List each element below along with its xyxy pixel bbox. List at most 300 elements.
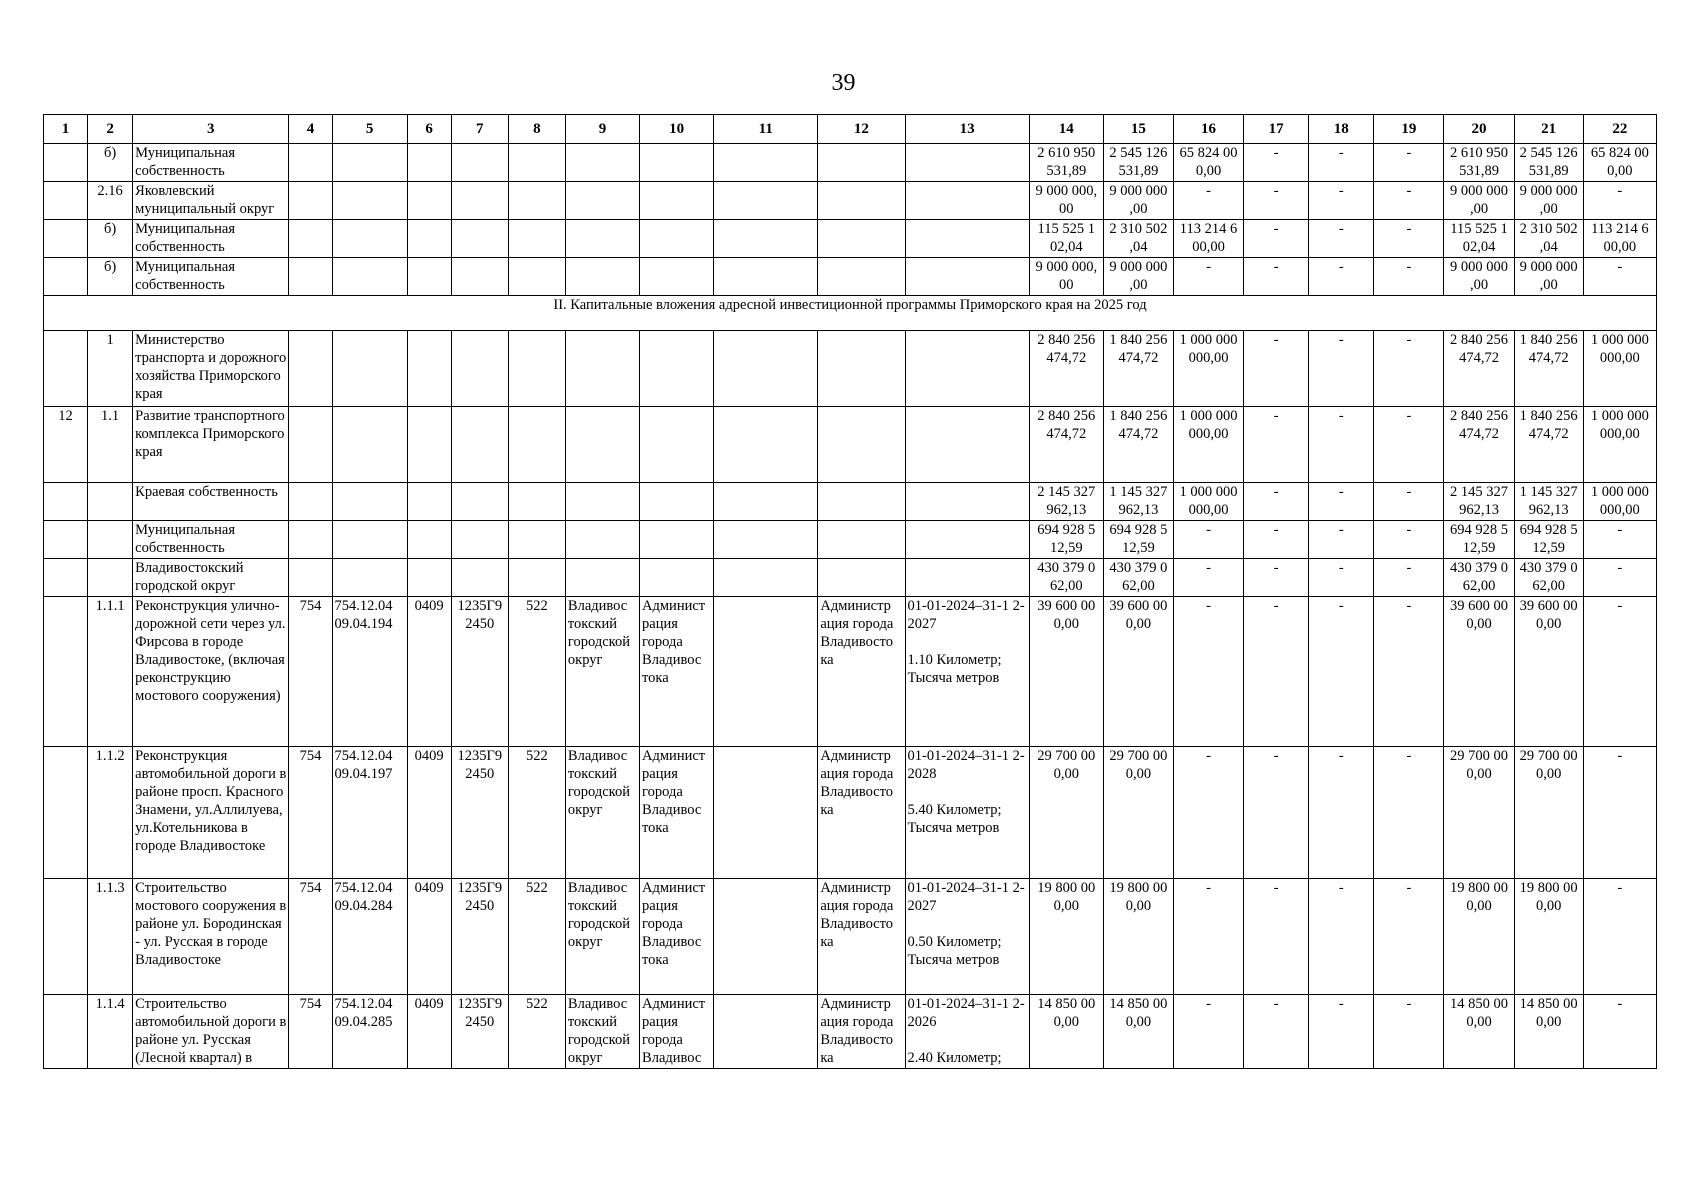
cell-col-18: -	[1309, 407, 1374, 483]
cell-col-20: 29 700 00 0,00	[1444, 747, 1514, 879]
cell-col-14: 2 840 256 474,72	[1029, 407, 1103, 483]
cell-col-16: 1 000 000 000,00	[1173, 483, 1243, 521]
cell-col-11	[714, 559, 818, 597]
cell-col-22: -	[1583, 747, 1656, 879]
cell-col-6	[407, 144, 451, 182]
table-row	[44, 559, 1657, 597]
cell-col-8	[508, 331, 565, 407]
cell-col-12	[818, 521, 905, 559]
cell-col-4: 754	[289, 597, 332, 747]
cell-col-12	[818, 331, 905, 407]
column-header-3: 3	[133, 115, 289, 144]
cell-col-11	[714, 407, 818, 483]
cell-col-13	[905, 144, 1029, 182]
cell-col-19: -	[1374, 559, 1444, 597]
cell-col-7	[451, 483, 508, 521]
column-header-9: 9	[565, 115, 639, 144]
column-number-header	[44, 115, 1657, 144]
cell-col-18: -	[1309, 483, 1374, 521]
cell-col-17: -	[1244, 331, 1309, 407]
cell-col-18: -	[1309, 559, 1374, 597]
cell-col-4	[289, 144, 332, 182]
cell-col-13	[905, 483, 1029, 521]
cell-col-12	[818, 182, 905, 220]
cell-col-11	[714, 331, 818, 407]
cell-col-7	[451, 182, 508, 220]
cell-col-9	[565, 331, 639, 407]
column-header-10: 10	[640, 115, 714, 144]
cell-col-9	[565, 521, 639, 559]
cell-col-9	[565, 407, 639, 483]
cell-col-17: -	[1244, 597, 1309, 747]
cell-col-7: 1235Г9 2450	[451, 597, 508, 747]
cell-col-6	[407, 182, 451, 220]
cell-col-3: Реконструкция автомобильной дороги в районе просп. Красного Знамени, ул.Аллилуева, ул.Котельникова в городе Владивостоке	[133, 747, 289, 879]
cell-col-12	[818, 559, 905, 597]
cell-col-3: Владивостокский городской округ	[133, 559, 289, 597]
cell-col-6: 0409	[407, 995, 451, 1069]
cell-col-1	[44, 182, 88, 220]
cell-col-10	[640, 483, 714, 521]
cell-col-21: 14 850 00 0,00	[1514, 995, 1583, 1069]
cell-col-13	[905, 220, 1029, 258]
cell-col-3: Муниципальная собственность	[133, 144, 289, 182]
column-header-11: 11	[714, 115, 818, 144]
cell-col-7	[451, 220, 508, 258]
cell-col-15: 430 379 0 62,00	[1103, 559, 1173, 597]
cell-col-14: 29 700 00 0,00	[1029, 747, 1103, 879]
cell-col-14: 14 850 00 0,00	[1029, 995, 1103, 1069]
cell-col-16: 65 824 00 0,00	[1173, 144, 1243, 182]
cell-col-20: 9 000 000 ,00	[1444, 182, 1514, 220]
cell-col-6: 0409	[407, 879, 451, 995]
cell-col-3: Министерство транспорта и дорожного хозяйства Приморского края	[133, 331, 289, 407]
cell-col-5	[332, 182, 407, 220]
cell-col-7	[451, 521, 508, 559]
cell-col-9: Владивос токский городской округ	[565, 995, 639, 1069]
cell-col-14: 9 000 000, 00	[1029, 182, 1103, 220]
cell-col-21: 39 600 00 0,00	[1514, 597, 1583, 747]
cell-col-19: -	[1374, 182, 1444, 220]
cell-col-13	[905, 331, 1029, 407]
cell-col-14: 115 525 1 02,04	[1029, 220, 1103, 258]
cell-col-3: Муниципальная собственность	[133, 220, 289, 258]
cell-col-10	[640, 559, 714, 597]
cell-col-2: 2.16	[88, 182, 133, 220]
cell-col-5: 754.12.04 09.04.197	[332, 747, 407, 879]
cell-col-14: 39 600 00 0,00	[1029, 597, 1103, 747]
cell-col-4	[289, 220, 332, 258]
cell-col-17: -	[1244, 258, 1309, 296]
column-header-16: 16	[1173, 115, 1243, 144]
cell-col-16: 1 000 000 000,00	[1173, 331, 1243, 407]
cell-col-9	[565, 144, 639, 182]
cell-col-22: -	[1583, 258, 1656, 296]
cell-col-6: 0409	[407, 747, 451, 879]
cell-col-19: -	[1374, 144, 1444, 182]
cell-col-21: 1 840 256 474,72	[1514, 407, 1583, 483]
cell-col-17: -	[1244, 182, 1309, 220]
cell-col-15: 2 545 126 531,89	[1103, 144, 1173, 182]
cell-col-2: б)	[88, 258, 133, 296]
table-row	[44, 258, 1657, 296]
cell-col-10	[640, 331, 714, 407]
cell-col-3: Строительство мостового сооружения в районе ул. Бородинская - ул. Русская в городе Владивостоке	[133, 879, 289, 995]
cell-col-10: Админист рация города Владивос тока	[640, 879, 714, 995]
table-row	[44, 144, 1657, 182]
cell-col-22: -	[1583, 559, 1656, 597]
cell-col-4	[289, 258, 332, 296]
cell-col-14: 9 000 000, 00	[1029, 258, 1103, 296]
cell-col-12	[818, 144, 905, 182]
cell-col-7	[451, 331, 508, 407]
cell-col-18: -	[1309, 331, 1374, 407]
cell-col-22: -	[1583, 879, 1656, 995]
cell-col-16: -	[1173, 879, 1243, 995]
section-row-group	[44, 296, 1657, 331]
cell-col-13: 01-01-2024–31-1 2-2027 0.50 Километр; Тысяча метров	[905, 879, 1029, 995]
cell-col-6	[407, 258, 451, 296]
cell-col-9	[565, 258, 639, 296]
cell-col-1	[44, 559, 88, 597]
cell-col-9	[565, 483, 639, 521]
cell-col-5	[332, 331, 407, 407]
cell-col-4	[289, 559, 332, 597]
cell-col-18: -	[1309, 879, 1374, 995]
cell-col-20: 2 840 256 474,72	[1444, 407, 1514, 483]
cell-col-3: Строительство автомобильной дороги в районе ул. Русская (Лесной квартал) в	[133, 995, 289, 1069]
table-row	[44, 331, 1657, 407]
cell-col-15: 2 310 502 ,04	[1103, 220, 1173, 258]
cell-col-5: 754.12.04 09.04.285	[332, 995, 407, 1069]
cell-col-11	[714, 144, 818, 182]
cell-col-12	[818, 407, 905, 483]
cell-col-21: 2 310 502 ,04	[1514, 220, 1583, 258]
column-header-17: 17	[1244, 115, 1309, 144]
column-header-22: 22	[1583, 115, 1656, 144]
cell-col-17: -	[1244, 144, 1309, 182]
table-body-top	[44, 144, 1657, 296]
cell-col-15: 9 000 000 ,00	[1103, 258, 1173, 296]
cell-col-19: -	[1374, 995, 1444, 1069]
cell-col-18: -	[1309, 521, 1374, 559]
cell-col-2	[88, 559, 133, 597]
cell-col-3: Реконструкция улично-дорожной сети через ул. Фирсова в городе Владивостоке, (включая реконструкцию мостового сооружения)	[133, 597, 289, 747]
cell-col-5	[332, 521, 407, 559]
cell-col-14: 430 379 0 62,00	[1029, 559, 1103, 597]
cell-col-20: 2 610 950 531,89	[1444, 144, 1514, 182]
cell-col-12: Администр ация города Владивосто ка	[818, 597, 905, 747]
cell-col-19: -	[1374, 597, 1444, 747]
cell-col-20: 2 840 256 474,72	[1444, 331, 1514, 407]
cell-col-20: 19 800 00 0,00	[1444, 879, 1514, 995]
cell-col-7	[451, 144, 508, 182]
cell-col-17: -	[1244, 747, 1309, 879]
table-row	[44, 220, 1657, 258]
cell-col-3: Муниципальная собственность	[133, 258, 289, 296]
cell-col-5	[332, 220, 407, 258]
cell-col-22: 1 000 000 000,00	[1583, 483, 1656, 521]
cell-col-17: -	[1244, 407, 1309, 483]
table-body-bottom	[44, 331, 1657, 1069]
cell-col-12	[818, 258, 905, 296]
cell-col-1	[44, 144, 88, 182]
cell-col-5	[332, 559, 407, 597]
cell-col-3: Краевая собственность	[133, 483, 289, 521]
cell-col-8	[508, 407, 565, 483]
cell-col-20: 9 000 000 ,00	[1444, 258, 1514, 296]
cell-col-21: 9 000 000 ,00	[1514, 258, 1583, 296]
cell-col-20: 2 145 327 962,13	[1444, 483, 1514, 521]
cell-col-19: -	[1374, 521, 1444, 559]
column-header-19: 19	[1374, 115, 1444, 144]
cell-col-20: 14 850 00 0,00	[1444, 995, 1514, 1069]
cell-col-14: 19 800 00 0,00	[1029, 879, 1103, 995]
cell-col-2: 1.1.2	[88, 747, 133, 879]
cell-col-1	[44, 597, 88, 747]
cell-col-13	[905, 407, 1029, 483]
cell-col-13	[905, 521, 1029, 559]
cell-col-22: -	[1583, 521, 1656, 559]
cell-col-16: -	[1173, 995, 1243, 1069]
cell-col-16: 1 000 000 000,00	[1173, 407, 1243, 483]
cell-col-3: Муниципальная собственность	[133, 521, 289, 559]
cell-col-5	[332, 483, 407, 521]
cell-col-15: 19 800 00 0,00	[1103, 879, 1173, 995]
investment-table	[43, 114, 1657, 1069]
cell-col-12: Администр ация города Владивосто ка	[818, 879, 905, 995]
page-number: 39	[831, 70, 856, 96]
cell-col-18: -	[1309, 995, 1374, 1069]
cell-col-22: -	[1583, 597, 1656, 747]
cell-col-22: 1 000 000 000,00	[1583, 407, 1656, 483]
cell-col-12: Администр ация города Владивосто ка	[818, 995, 905, 1069]
cell-col-15: 29 700 00 0,00	[1103, 747, 1173, 879]
column-header-4: 4	[289, 115, 332, 144]
cell-col-4: 754	[289, 747, 332, 879]
cell-col-17: -	[1244, 559, 1309, 597]
cell-col-8	[508, 521, 565, 559]
cell-col-6	[407, 407, 451, 483]
cell-col-21: 29 700 00 0,00	[1514, 747, 1583, 879]
cell-col-19: -	[1374, 879, 1444, 995]
cell-col-13	[905, 559, 1029, 597]
cell-col-19: -	[1374, 331, 1444, 407]
cell-col-14: 2 610 950 531,89	[1029, 144, 1103, 182]
cell-col-19: -	[1374, 220, 1444, 258]
cell-col-8: 522	[508, 597, 565, 747]
cell-col-4: 754	[289, 995, 332, 1069]
cell-col-1: 12	[44, 407, 88, 483]
cell-col-2: б)	[88, 144, 133, 182]
cell-col-1	[44, 747, 88, 879]
cell-col-22: -	[1583, 995, 1656, 1069]
cell-col-21: 19 800 00 0,00	[1514, 879, 1583, 995]
cell-col-1	[44, 258, 88, 296]
cell-col-5: 754.12.04 09.04.194	[332, 597, 407, 747]
column-header-2: 2	[88, 115, 133, 144]
cell-col-15: 1 840 256 474,72	[1103, 331, 1173, 407]
cell-col-18: -	[1309, 144, 1374, 182]
cell-col-15: 14 850 00 0,00	[1103, 995, 1173, 1069]
cell-col-10	[640, 144, 714, 182]
cell-col-22: -	[1583, 182, 1656, 220]
column-header-15: 15	[1103, 115, 1173, 144]
cell-col-17: -	[1244, 879, 1309, 995]
cell-col-10	[640, 521, 714, 559]
cell-col-6	[407, 331, 451, 407]
section-title-row	[44, 296, 1657, 331]
cell-col-10: Админист рация города Владивос тока	[640, 597, 714, 747]
column-header-1: 1	[44, 115, 88, 144]
cell-col-1	[44, 483, 88, 521]
cell-col-10	[640, 258, 714, 296]
column-header-8: 8	[508, 115, 565, 144]
cell-col-16: 113 214 6 00,00	[1173, 220, 1243, 258]
cell-col-22: 65 824 00 0,00	[1583, 144, 1656, 182]
cell-col-4	[289, 483, 332, 521]
cell-col-12: Администр ация города Владивосто ка	[818, 747, 905, 879]
column-header-6: 6	[407, 115, 451, 144]
cell-col-18: -	[1309, 747, 1374, 879]
cell-col-16: -	[1173, 747, 1243, 879]
cell-col-7	[451, 559, 508, 597]
cell-col-2: 1.1.4	[88, 995, 133, 1069]
cell-col-10: Админист рация города Владивос тока	[640, 747, 714, 879]
cell-col-20: 694 928 5 12,59	[1444, 521, 1514, 559]
cell-col-21: 9 000 000 ,00	[1514, 182, 1583, 220]
cell-col-4	[289, 182, 332, 220]
cell-col-13: 01-01-2024–31-1 2-2028 5.40 Километр; Тысяча метров	[905, 747, 1029, 879]
cell-col-10	[640, 220, 714, 258]
cell-col-11	[714, 597, 818, 747]
cell-col-21: 694 928 5 12,59	[1514, 521, 1583, 559]
cell-col-9	[565, 220, 639, 258]
cell-col-10: Админист рация города Владивос	[640, 995, 714, 1069]
column-header-7: 7	[451, 115, 508, 144]
cell-col-6: 0409	[407, 597, 451, 747]
table-row	[44, 747, 1657, 879]
cell-col-2: 1.1.1	[88, 597, 133, 747]
cell-col-21: 2 545 126 531,89	[1514, 144, 1583, 182]
cell-col-8	[508, 182, 565, 220]
column-header-21: 21	[1514, 115, 1583, 144]
cell-col-2	[88, 483, 133, 521]
column-header-5: 5	[332, 115, 407, 144]
column-header-13: 13	[905, 115, 1029, 144]
cell-col-20: 115 525 1 02,04	[1444, 220, 1514, 258]
cell-col-4: 754	[289, 879, 332, 995]
cell-col-4	[289, 407, 332, 483]
cell-col-6	[407, 483, 451, 521]
cell-col-9: Владивос токский городской округ	[565, 747, 639, 879]
cell-col-12	[818, 220, 905, 258]
cell-col-7	[451, 407, 508, 483]
cell-col-16: -	[1173, 559, 1243, 597]
cell-col-22: 1 000 000 000,00	[1583, 331, 1656, 407]
cell-col-11	[714, 220, 818, 258]
cell-col-2	[88, 521, 133, 559]
cell-col-8: 522	[508, 879, 565, 995]
cell-col-19: -	[1374, 747, 1444, 879]
cell-col-5	[332, 258, 407, 296]
cell-col-5	[332, 144, 407, 182]
cell-col-18: -	[1309, 220, 1374, 258]
cell-col-8	[508, 559, 565, 597]
table-row	[44, 182, 1657, 220]
cell-col-1	[44, 220, 88, 258]
cell-col-21: 1 840 256 474,72	[1514, 331, 1583, 407]
cell-col-6	[407, 521, 451, 559]
cell-col-4	[289, 521, 332, 559]
cell-col-5	[332, 407, 407, 483]
cell-col-4	[289, 331, 332, 407]
cell-col-13	[905, 182, 1029, 220]
cell-col-18: -	[1309, 258, 1374, 296]
cell-col-9	[565, 559, 639, 597]
cell-col-21: 1 145 327 962,13	[1514, 483, 1583, 521]
cell-col-20: 430 379 0 62,00	[1444, 559, 1514, 597]
cell-col-2: б)	[88, 220, 133, 258]
cell-col-8: 522	[508, 747, 565, 879]
column-header-18: 18	[1309, 115, 1374, 144]
cell-col-13: 01-01-2024–31-1 2-2027 1.10 Километр; Тысяча метров	[905, 597, 1029, 747]
column-header-12: 12	[818, 115, 905, 144]
cell-col-21: 430 379 0 62,00	[1514, 559, 1583, 597]
table-row	[44, 879, 1657, 995]
cell-col-15: 1 145 327 962,13	[1103, 483, 1173, 521]
cell-col-11	[714, 879, 818, 995]
cell-col-10	[640, 182, 714, 220]
cell-col-16: -	[1173, 182, 1243, 220]
cell-col-7: 1235Г9 2450	[451, 747, 508, 879]
cell-col-11	[714, 521, 818, 559]
cell-col-10	[640, 407, 714, 483]
cell-col-1	[44, 995, 88, 1069]
cell-col-8	[508, 144, 565, 182]
cell-col-6	[407, 559, 451, 597]
cell-col-11	[714, 747, 818, 879]
cell-col-7	[451, 258, 508, 296]
cell-col-9: Владивос токский городской округ	[565, 879, 639, 995]
cell-col-13	[905, 258, 1029, 296]
cell-col-2: 1.1.3	[88, 879, 133, 995]
cell-col-8: 522	[508, 995, 565, 1069]
cell-col-9	[565, 182, 639, 220]
cell-col-2: 1	[88, 331, 133, 407]
cell-col-22: 113 214 6 00,00	[1583, 220, 1656, 258]
cell-col-15: 694 928 5 12,59	[1103, 521, 1173, 559]
cell-col-13: 01-01-2024–31-1 2-2026 2.40 Километр;	[905, 995, 1029, 1069]
cell-col-14: 2 145 327 962,13	[1029, 483, 1103, 521]
cell-col-8	[508, 483, 565, 521]
cell-col-19: -	[1374, 407, 1444, 483]
cell-col-17: -	[1244, 220, 1309, 258]
cell-col-7: 1235Г9 2450	[451, 995, 508, 1069]
cell-col-6	[407, 220, 451, 258]
cell-col-15: 1 840 256 474,72	[1103, 407, 1173, 483]
cell-col-7: 1235Г9 2450	[451, 879, 508, 995]
cell-col-8	[508, 220, 565, 258]
cell-col-8	[508, 258, 565, 296]
cell-col-12	[818, 483, 905, 521]
cell-col-1	[44, 521, 88, 559]
cell-col-14: 694 928 5 12,59	[1029, 521, 1103, 559]
table-row	[44, 407, 1657, 483]
section-title: II. Капитальные вложения адресной инвестиционной программы Приморского края на 2025 год	[44, 296, 1657, 331]
cell-col-5: 754.12.04 09.04.284	[332, 879, 407, 995]
cell-col-14: 2 840 256 474,72	[1029, 331, 1103, 407]
